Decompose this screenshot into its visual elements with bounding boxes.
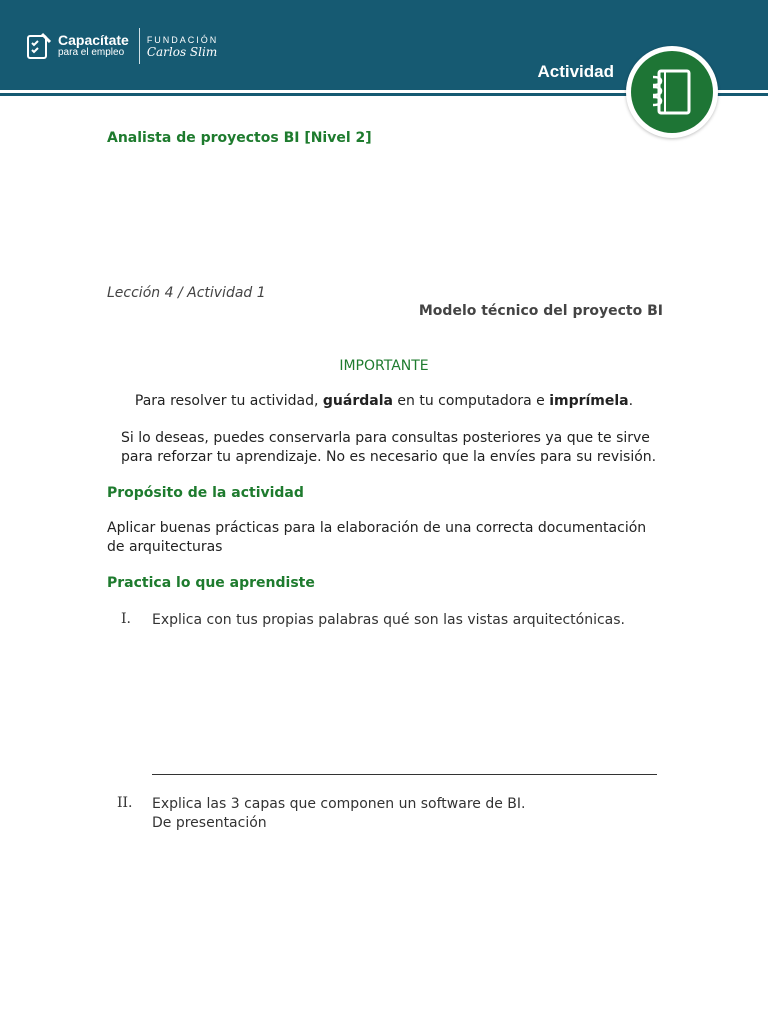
- capacitate-logo: [26, 28, 218, 64]
- purpose-heading: Propósito de la actividad: [107, 485, 304, 501]
- activity-badge: [626, 46, 718, 138]
- brand-tagline: para el empleo: [58, 47, 125, 58]
- logo-divider: [139, 28, 140, 64]
- question-text: Explica con tus propias palabras qué son las vistas arquitectónicas.: [152, 612, 625, 628]
- instructions-print: imprímela: [549, 393, 629, 409]
- purpose-text: Aplicar buenas prácticas para la elaboración de una correcta documentación de arquitecturas: [107, 520, 647, 555]
- badge-circle: [631, 51, 713, 133]
- course-title: Analista de proyectos BI [Nivel 2]: [107, 130, 372, 146]
- instructions-save: guárdala: [322, 393, 393, 409]
- answer-line: [152, 774, 657, 775]
- note-paragraph: Si lo deseas, puedes conservarla para consultas posteriores ya que te sirve para reforzar tu aprendizaje. No es necesario que la envíes para su revisión.: [121, 430, 657, 465]
- instructions-mid: en tu computadora e: [392, 393, 550, 409]
- lesson-label: Lección 4 / Actividad 1: [107, 285, 266, 301]
- practice-heading: Practica lo que aprendiste: [107, 575, 315, 591]
- foundation-name: Carlos Slim: [146, 44, 218, 59]
- question-answer: De presentación: [152, 815, 267, 831]
- brand-name: Capacítate: [58, 32, 129, 48]
- section-title: Actividad: [537, 62, 614, 81]
- question-text: Explica las 3 capas que componen un software de BI.: [152, 796, 526, 812]
- instructions-post: .: [628, 393, 634, 409]
- question-number: II.: [117, 795, 133, 811]
- notebook-icon: [643, 63, 701, 121]
- checklist-icon: [26, 32, 52, 60]
- activity-title: Modelo técnico del proyecto BI: [418, 303, 663, 319]
- foundation-label: FUNDACIÓN: [146, 34, 219, 45]
- question-number: I.: [121, 611, 131, 627]
- instructions-pre: Para resolver tu actividad,: [134, 393, 323, 409]
- important-label: IMPORTANTE: [339, 358, 429, 374]
- instructions: [0, 392, 768, 411]
